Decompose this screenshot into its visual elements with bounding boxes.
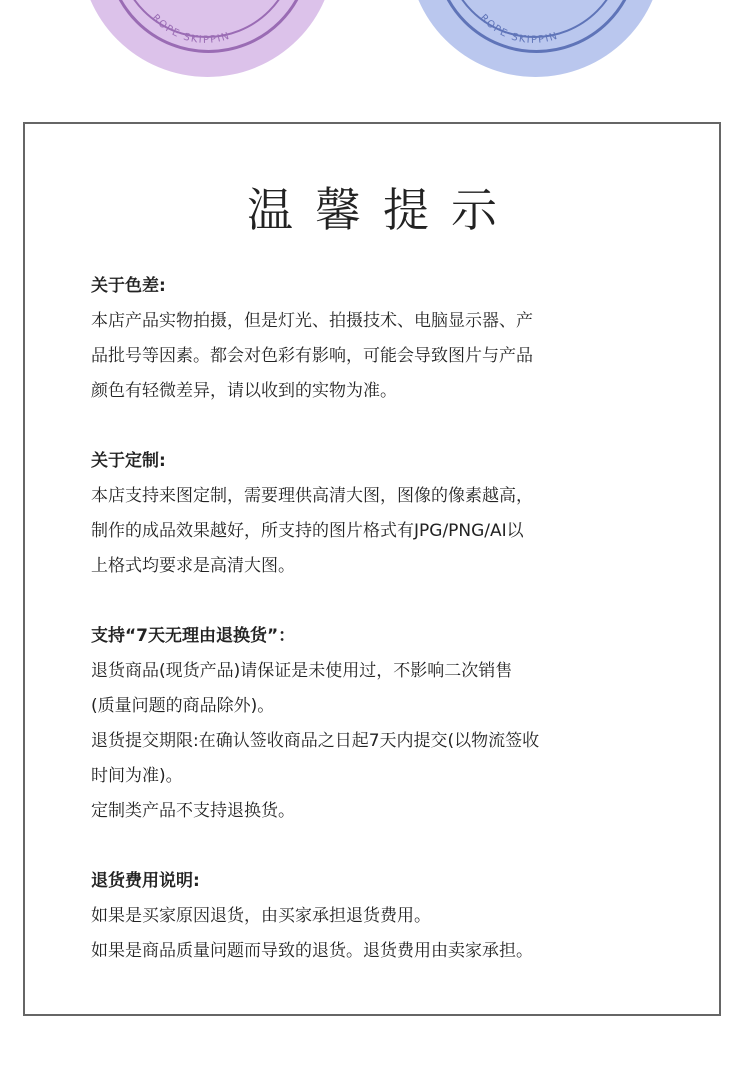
section-text-line: 退货商品(现货产品)请保证是未使用过，不影响二次销售	[91, 661, 513, 681]
notice-title: 温馨提示	[247, 183, 519, 237]
section-text-line: 如果是商品质量问题而导致的退货。退货费用由卖家承担。	[91, 941, 533, 961]
section-heading: 关于定制:	[91, 451, 166, 471]
section-text-line: 制作的成品效果越好，所支持的图片格式有JPG/PNG/AI以	[91, 521, 524, 541]
section-heading: 退货费用说明:	[91, 871, 200, 891]
section-text-line: 本店产品实物拍摄，但是灯光、拍摄技术、电脑显示器、产	[91, 311, 533, 331]
badge-text-right: ROPE SKIPPIN	[477, 12, 560, 46]
badge-curved-text	[80, 0, 335, 77]
badge-curved-text	[408, 0, 663, 77]
section-text-line: 时间为准)。	[91, 766, 183, 786]
notice-section	[91, 269, 671, 409]
section-heading: 关于色差:	[91, 276, 166, 296]
section-text-line: 颜色有轻微差异，请以收到的实物为准。	[91, 381, 397, 401]
svg-text:ROPE SKIPPIN	[150, 12, 232, 45]
notice-content	[91, 269, 671, 1004]
notice-section	[91, 619, 671, 829]
notice-card	[23, 122, 721, 1016]
section-text-line: 退货提交期限:在确认签收商品之日起7天内提交(以物流签收	[91, 731, 540, 751]
notice-section	[91, 864, 671, 969]
product-badge-purple	[80, 0, 335, 77]
badge-text-left: ROPE SKIPPIN	[149, 12, 232, 46]
notice-section	[91, 444, 671, 584]
section-text-line: 如果是买家原因退货，由买家承担退货费用。	[91, 906, 431, 926]
section-text-line: 定制类产品不支持退换货。	[91, 801, 295, 821]
section-text-line: (质量问题的商品除外)。	[91, 696, 275, 716]
section-heading: 支持“7天无理由退换货”：	[91, 626, 296, 646]
section-text-line: 上格式均要求是高清大图。	[91, 556, 295, 576]
section-text-line: 本店支持来图定制，需要理供高清大图，图像的像素越高，	[91, 486, 533, 506]
svg-text:ROPE SKIPPIN	[478, 12, 560, 45]
section-text-line: 品批号等因素。都会对色彩有影响，可能会导致图片与产品	[91, 346, 533, 366]
product-badge-blue	[408, 0, 663, 77]
